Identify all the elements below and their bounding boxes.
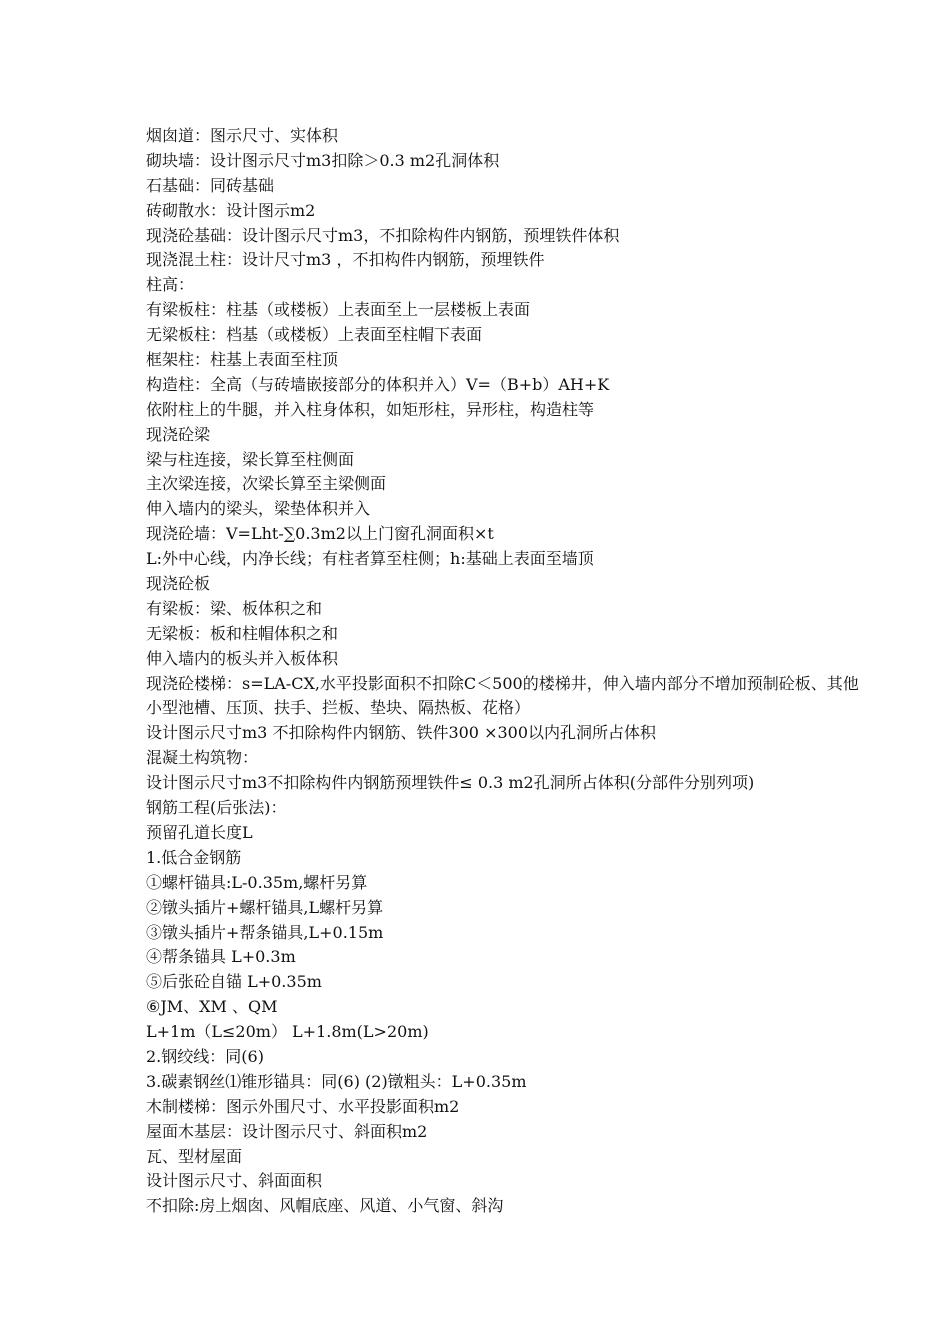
text-line: 依附柱上的牛腿，并入柱身体积，如矩形柱，异形柱，构造柱等 [146,399,595,419]
text-line: L+1m（L≤20m） L+1.8m(L>20m) [146,1022,429,1042]
text-line: 屋面木基层：设计图示尺寸、斜面积m2 [146,1121,428,1141]
text-line: ②镦头插片+螺杆锚具,L螺杆另算 [146,897,384,917]
text-line: 构造柱：全高（与砖墙嵌接部分的体积并入）V=（B+b）AH+K [146,374,610,394]
text-line: 设计图示尺寸m3不扣除构件内钢筋预埋铁件≤ 0.3 m2孔洞所占体积(分部件分别列项) [146,773,755,793]
text-line: 伸入墙内的板头并入板体积 [146,648,339,668]
text-line: 3.碳素钢丝⑴锥形锚具：同(6) (2)镦粗头：L+0.35m [146,1071,527,1091]
text-line: 瓦、型材屋面 [146,1146,243,1166]
text-line: 砖砌散水：设计图示m2 [146,200,316,220]
text-line: ⑤后张砼自锚 L+0.35m [146,972,322,992]
text-line: 1.低合金钢筋 [146,847,242,867]
text-line: 预留孔道长度L [146,822,253,842]
text-line: 框架柱：柱基上表面至柱顶 [146,350,339,370]
text-line: 现浇砼板 [146,574,211,594]
text-line: 柱高： [146,275,195,295]
text-line: ①螺杆锚具:L-0.35m,螺杆另算 [146,872,368,892]
text-line: 设计图示尺寸、斜面面积 [146,1171,323,1191]
text-line: 钢筋工程(后张法)： [146,798,287,818]
text-line: 无梁板柱：档基（或楼板）上表面至柱帽下表面 [146,325,483,345]
text-line: ③镦头插片+帮条锚具,L+0.15m [146,922,384,942]
text-line: ④帮条锚具 L+0.3m [146,947,296,967]
text-line: 石基础：同砖基础 [146,175,275,195]
text-line: ⑥JM、XM 、QM [146,997,278,1017]
text-line: 现浇砼墙：V=Lht-∑0.3m2以上门窗孔洞面积×t [146,524,494,544]
text-line: 混凝土构筑物： [146,748,259,768]
text-line: 梁与柱连接，梁长算至柱侧面 [146,449,355,469]
text-line: 现浇砼楼梯：s=LA-CX,水平投影面积不扣除C＜500的楼梯井，伸入墙内部分不增加预制砼板、其他 [146,673,859,693]
text-line: 小型池槽、压顶、扶手、拦板、垫块、隔热板、花格） [146,698,531,718]
text-line: 烟囱道：图示尺寸、实体积 [146,126,339,145]
text-line: 现浇砼基础：设计图示尺寸m3，不扣除构件内钢筋，预埋铁件体积 [146,225,620,245]
text-line: 现浇混土柱：设计尺寸m3 ，不扣构件内钢筋，预埋铁件 [146,250,545,270]
text-line: 不扣除:房上烟囱、风帽底座、风道、小气窗、斜沟 [146,1196,504,1216]
text-line: L:外中心线，内净长线；有柱者算至柱侧；h:基础上表面至墙顶 [146,549,594,569]
text-line: 现浇砼梁 [146,424,211,444]
document-body [146,124,950,1219]
text-line: 主次梁连接，次梁长算至主梁侧面 [146,474,387,494]
text-line: 2.钢绞线：同(6) [146,1046,264,1066]
text-line: 无梁板：板和柱帽体积之和 [146,623,339,643]
text-line: 有梁板柱：柱基（或楼板）上表面至上一层楼板上表面 [146,300,531,320]
text-line: 有梁板：梁、板体积之和 [146,598,323,618]
text-line: 木制楼梯：图示外围尺寸、水平投影面积m2 [146,1096,460,1116]
text-line: 设计图示尺寸m3 不扣除构件内钢筋、铁件300 ×300以内孔洞所占体积 [146,723,657,743]
text-line: 伸入墙内的梁头，梁垫体积并入 [146,499,371,519]
text-line: 砌块墙：设计图示尺寸m3扣除＞0.3 m2孔洞体积 [146,150,500,170]
